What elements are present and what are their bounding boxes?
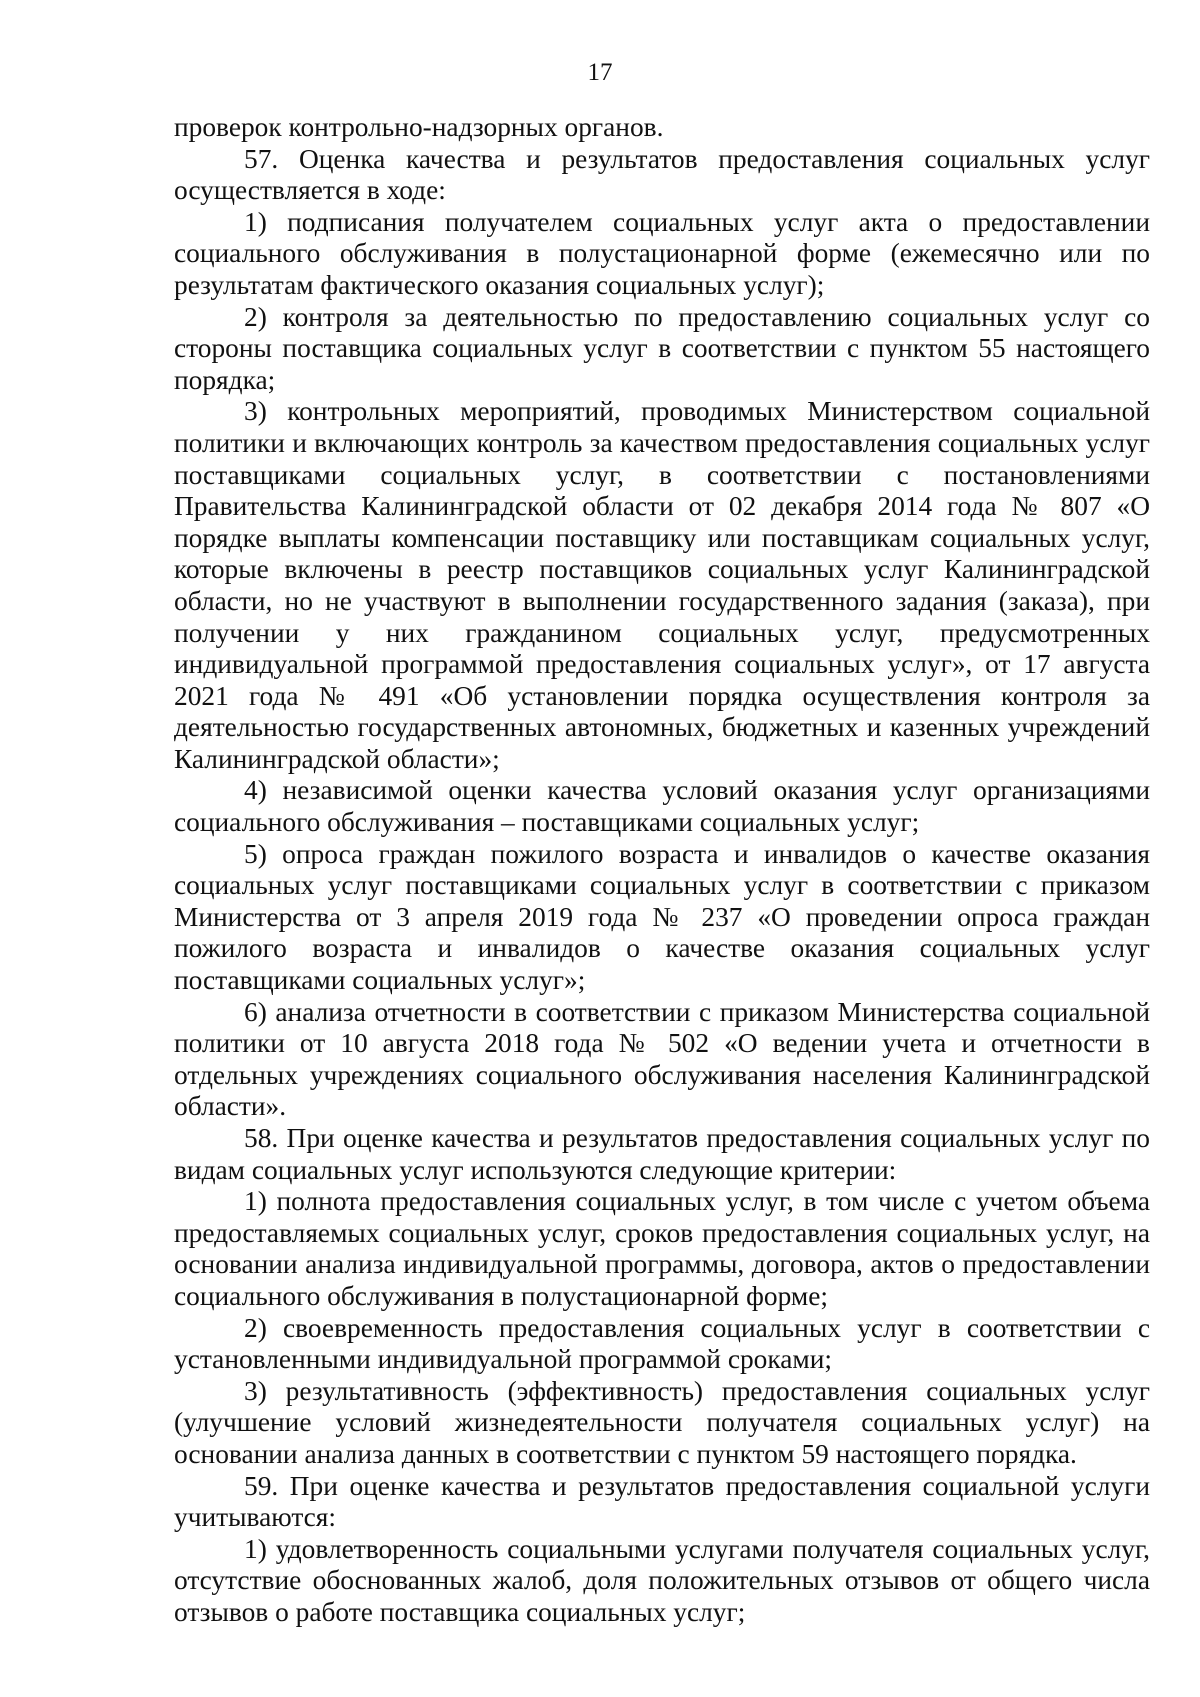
document-body	[174, 112, 1150, 1629]
paragraph-57-5: 5) опроса граждан пожилого возраста и инвалидов о качестве оказания социальных услуг поставщиками социальных услуг в соответствии с приказом Министерства от 3 апреля 2019 года № 237 «О проведении опроса граждан пожилого возраста и инвалидов о качестве оказания социальных услуг поставщиками социальных услуг»;	[174, 838, 1150, 996]
paragraph-57-3: 3) контрольных мероприятий, проводимых Министерством социальной политики и включающих контроль за качеством предоставления социальных услуг поставщиками социальных услуг, в соответствии с постановлениями Правительства Калининградской области от 02 декабря 2014 года № 807 «О порядке выплаты компенсации поставщику или поставщикам социальных услуг, которые включены в реестр поставщиков социальных услуг Калининградской области, но не участвуют в выполнении государственного задания (заказа), при получении у них гражданином социальных услуг, предусмотренных индивидуальной программой предоставления социальных услуг», от 17 августа 2021 года № 491 «Об установлении порядка осуществления контроля за деятельностью государственных автономных, бюджетных и казенных учреждений Калининградской области»;	[174, 396, 1150, 774]
page-number: 17	[587, 59, 613, 86]
paragraph-item-57: 57. Оценка качества и результатов предоставления социальных услуг осуществляется в ходе:	[174, 143, 1150, 206]
paragraph-58-3: 3) результативность (эффективность) предоставления социальных услуг (улучшение условий жизнедеятельности получателя социальных услуг) на основании анализа данных в соответствии с пунктом 59 настоящего порядка.	[174, 1375, 1150, 1469]
paragraph-59-1: 1) удовлетворенность социальными услугами получателя социальных услуг, отсутствие обоснованных жалоб, доля положительных отзывов от общего числа отзывов о работе поставщика социальных услуг;	[174, 1533, 1150, 1627]
paragraph-item-58: 58. При оценке качества и результатов предоставления социальных услуг по видам социальных услуг используются следующие критерии:	[174, 1123, 1150, 1185]
paragraph-58-1: 1) полнота предоставления социальных услуг, в том числе с учетом объема предоставляемых социальных услуг, сроков предоставления социальных услуг, на основании анализа индивидуальной программы, договора, актов о предоставлении социального обслуживания в полустационарной форме;	[174, 1186, 1150, 1311]
paragraph-57-6: 6) анализа отчетности в соответствии с приказом Министерства социальной политики от 10 августа 2018 года № 502 «О ведении учета и отчетности в отдельных учреждениях социального обслуживания населения Калининградской области».	[174, 996, 1150, 1122]
paragraph-58-2: 2) своевременность предоставления социальных услуг в соответствии с установленными индивидуальной программой сроками;	[174, 1312, 1150, 1375]
paragraph-57-1: 1) подписания получателем социальных услуг акта о предоставлении социального обслуживания в полустационарной форме (ежемесячно или по результатам фактического оказания социальных услуг);	[174, 206, 1150, 300]
paragraph-item-59: 59. При оценке качества и результатов предоставления социальной услуги учитываются:	[174, 1470, 1150, 1533]
paragraph-continuation: проверок контрольно-надзорных органов.	[174, 112, 664, 142]
paragraph-57-4: 4) независимой оценки качества условий оказания услуг организациями социального обслуживания – поставщиками социальных услуг;	[174, 775, 1150, 838]
paragraph-57-2: 2) контроля за деятельностью по предоставлению социальных услуг со стороны поставщика социальных услуг в соответствии с пунктом 55 настоящего порядка;	[174, 301, 1150, 395]
